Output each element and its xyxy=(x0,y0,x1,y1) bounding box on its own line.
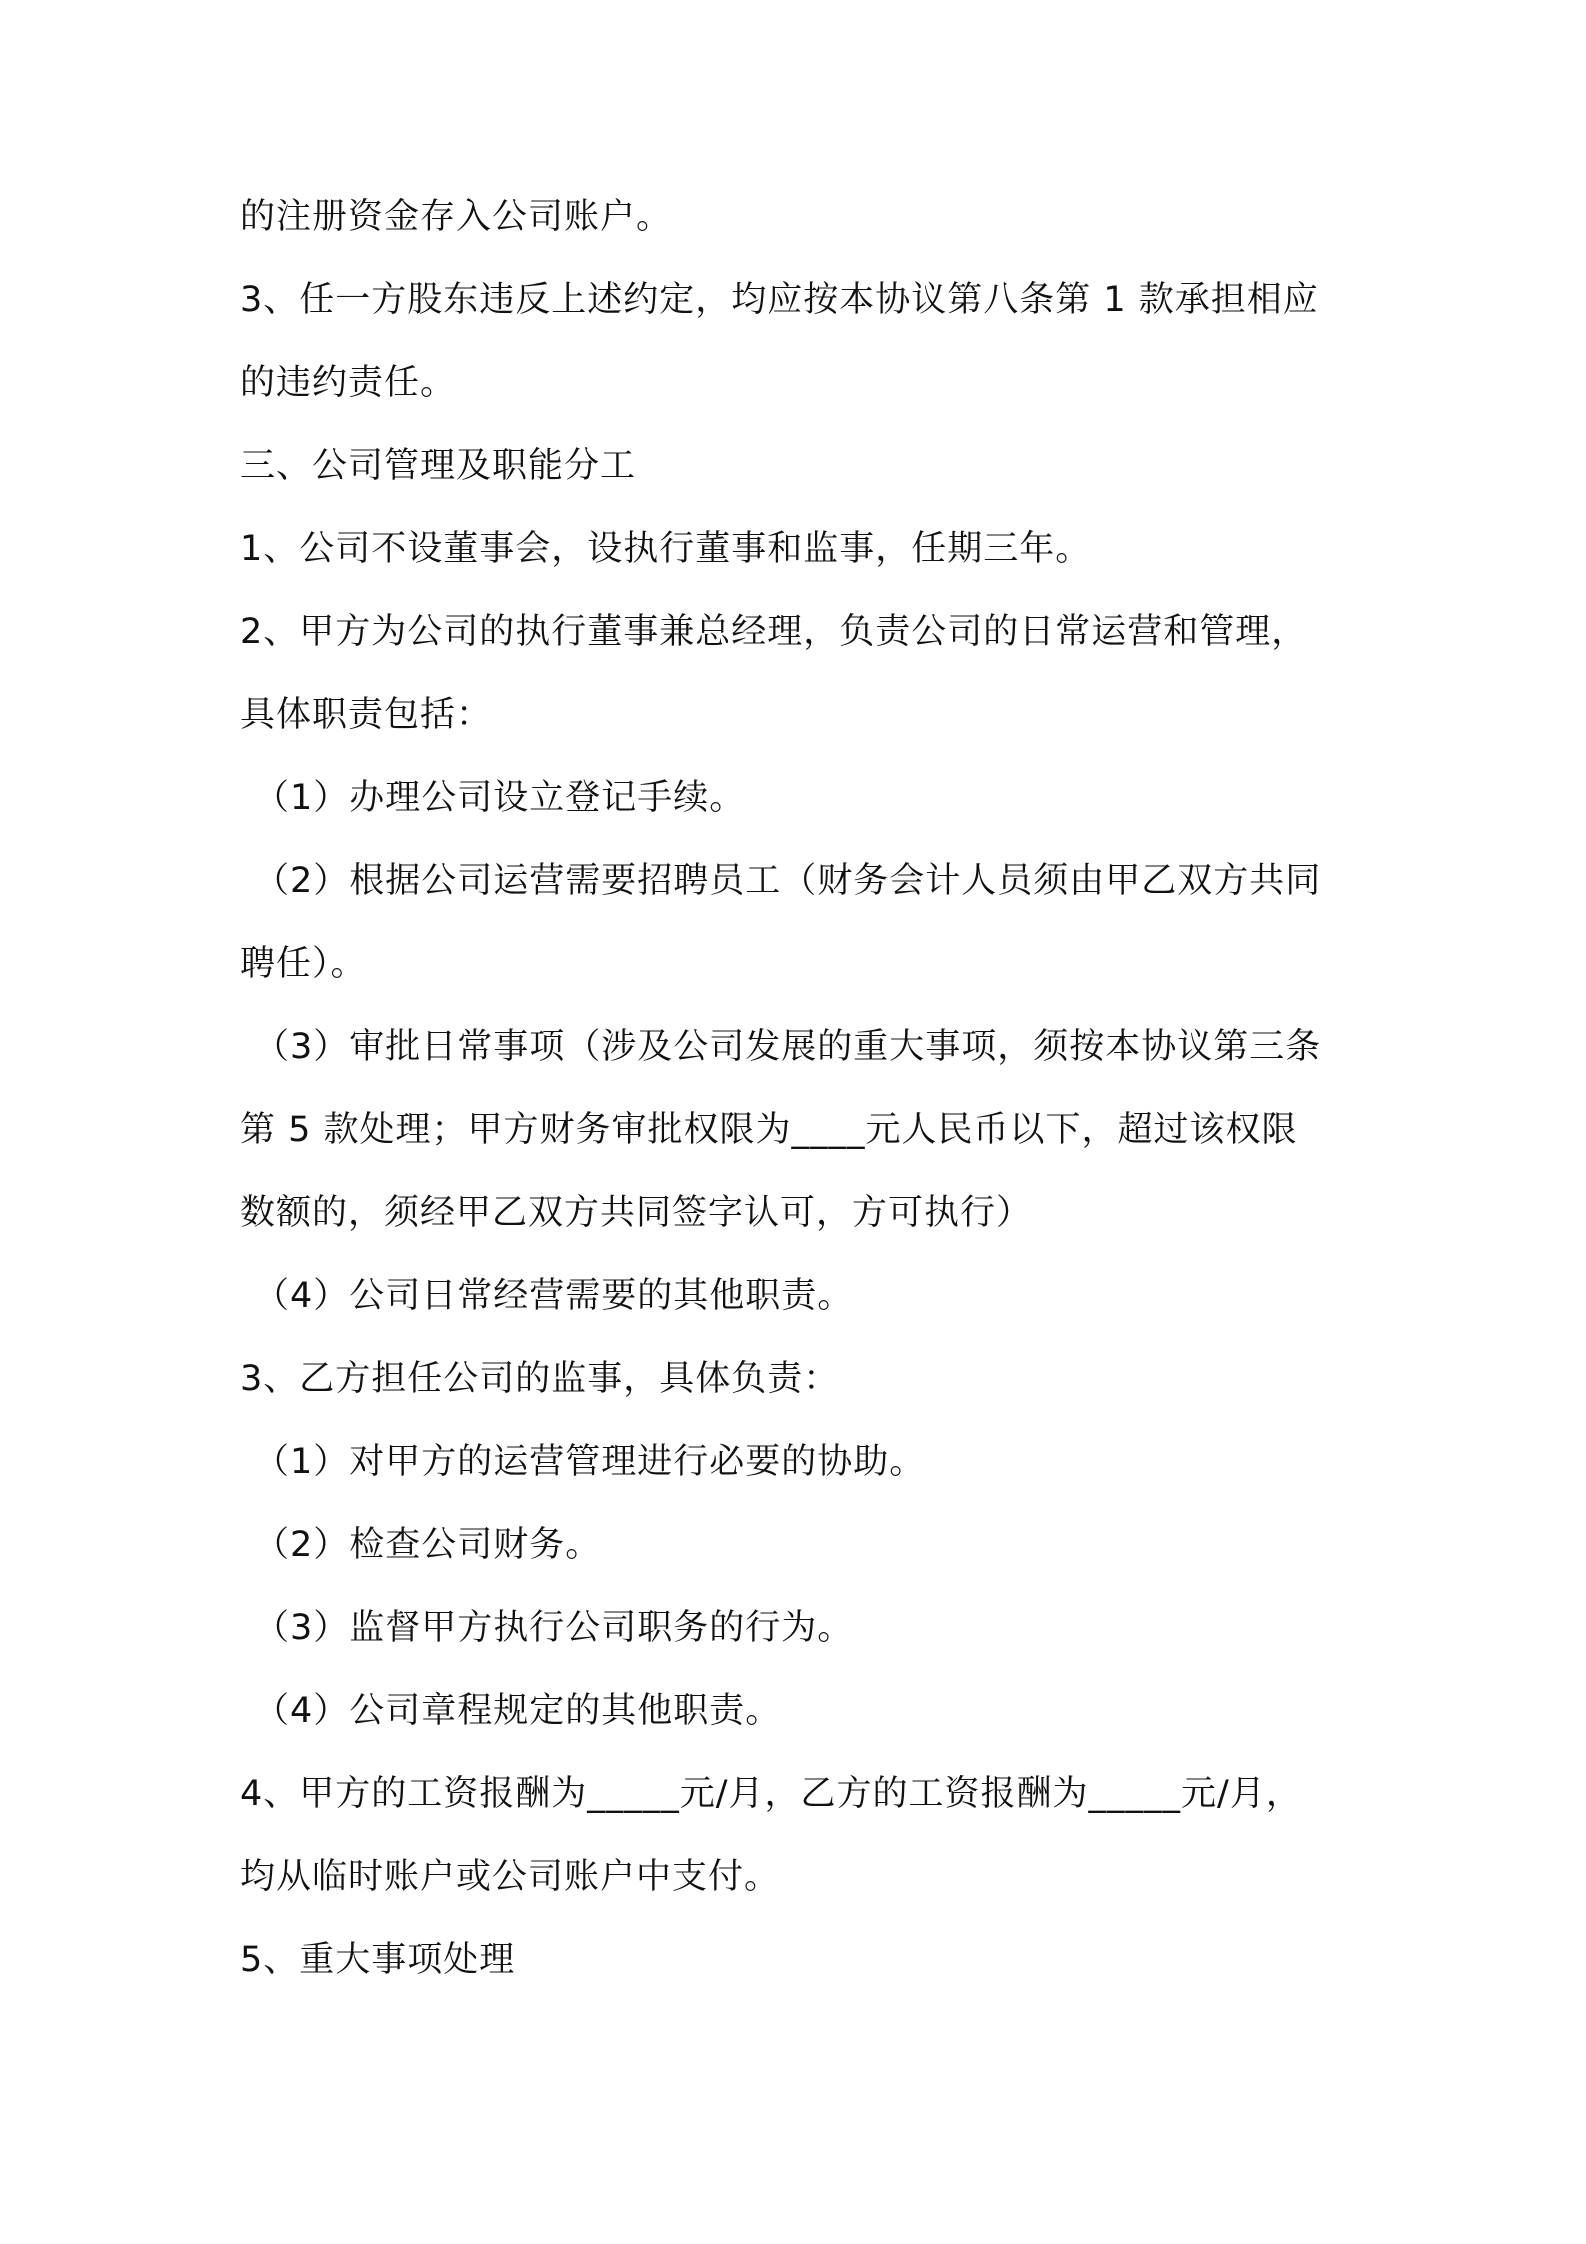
section-heading: 三、公司管理及职能分工 xyxy=(240,446,637,486)
sub-item-line: （4）公司章程规定的其他职责。 xyxy=(254,1691,782,1731)
text-line: 的注册资金存入公司账户。 xyxy=(240,197,673,237)
sub-item-line: （3）审批日常事项（涉及公司发展的重大事项，须按本协议第三条 xyxy=(254,1027,1322,1067)
sub-item-line: （3）监督甲方执行公司职务的行为。 xyxy=(254,1608,854,1648)
clause-5-heading: 5、重大事项处理 xyxy=(240,1940,516,1980)
clause-2-line: 2、甲方为公司的执行董事兼总经理，负责公司的日常运营和管理， xyxy=(240,612,1308,652)
text-line: 的违约责任。 xyxy=(240,363,457,403)
text-line: 数额的，须经甲乙双方共同签字认可，方可执行） xyxy=(240,1193,1033,1233)
clause-1-line: 1、公司不设董事会，设执行董事和监事，任期三年。 xyxy=(240,529,1092,569)
clause-4-salary-line: 4、甲方的工资报酬为_____元/月，乙方的工资报酬为_____元/月， xyxy=(240,1774,1302,1814)
sub-item-line: （2）根据公司运营需要招聘员工（财务会计人员须由甲乙双方共同 xyxy=(254,861,1322,901)
document-body xyxy=(240,196,1360,2022)
clause-3-supervisor-line: 3、乙方担任公司的监事，具体负责： xyxy=(240,1359,840,1399)
text-line: 第 5 款处理；甲方财务审批权限为____元人民币以下，超过该权限 xyxy=(240,1110,1298,1150)
sub-item-line: （1）对甲方的运营管理进行必要的协助。 xyxy=(254,1442,926,1482)
text-line: 聘任）。 xyxy=(240,944,367,984)
clause-3-penalty-line: 3、任一方股东违反上述约定，均应按本协议第八条第 1 款承担相应 xyxy=(240,280,1319,320)
text-line: 均从临时账户或公司账户中支付。 xyxy=(240,1857,781,1897)
text-line: 具体职责包括： xyxy=(240,695,493,735)
sub-item-line: （4）公司日常经营需要的其他职责。 xyxy=(254,1276,854,1316)
sub-item-line: （1）办理公司设立登记手续。 xyxy=(254,778,746,818)
sub-item-line: （2）检查公司财务。 xyxy=(254,1525,602,1565)
